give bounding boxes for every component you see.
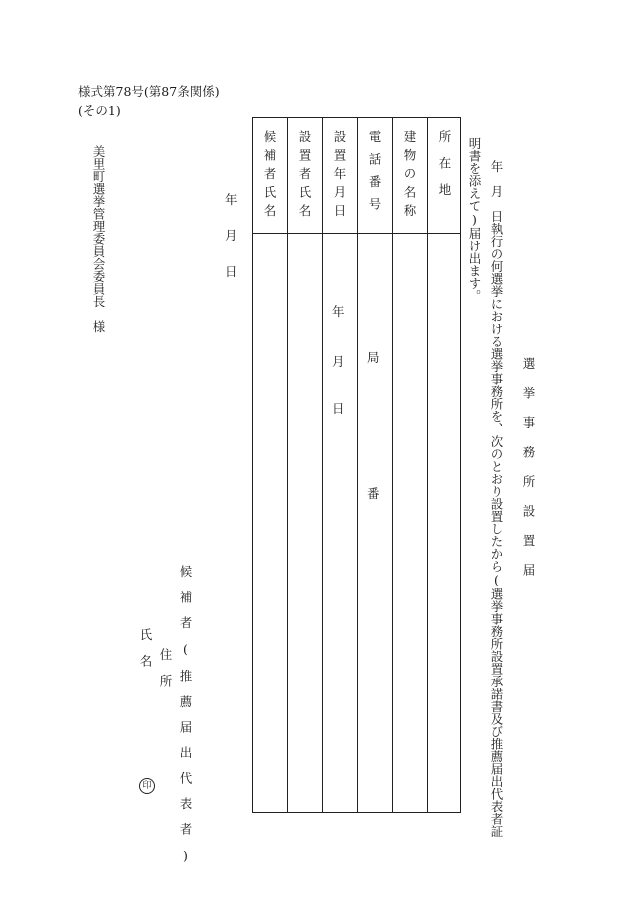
- document-title: 選挙事務所設置届: [521, 357, 536, 593]
- date-month-mark: 月: [332, 354, 345, 369]
- body-line-2: 明書を添えて)届け出ます。: [467, 137, 482, 302]
- date-day-mark: 日: [332, 401, 345, 416]
- office-table: [252, 117, 461, 813]
- column-divider: [427, 118, 428, 812]
- header-location: 所在地: [437, 130, 452, 210]
- form-number: 様式第78号(第87条関係): [78, 84, 220, 99]
- header-setup-person-name: 設置者氏名: [297, 130, 312, 223]
- form-sub-number: (その1): [78, 103, 121, 118]
- signer-role: 候補者(推薦届出代表者): [178, 565, 193, 876]
- signer-address-label: 住所: [158, 648, 173, 701]
- submit-day: 日: [225, 264, 238, 279]
- phone-exchange-mark: 局: [367, 350, 380, 365]
- header-phone-number: 電話番号: [367, 130, 382, 220]
- header-building-name: 建物の名称: [402, 130, 417, 223]
- header-candidate-name: 候補者氏名: [262, 130, 277, 223]
- phone-number-mark: 番: [367, 486, 380, 501]
- column-divider: [392, 118, 393, 812]
- header-setup-date: 設置年月日: [332, 130, 347, 223]
- column-divider: [322, 118, 323, 812]
- column-divider: [357, 118, 358, 812]
- addressee: 美里町選挙管理委員会委員長 様: [91, 145, 106, 333]
- column-divider: [287, 118, 288, 812]
- submit-year: 年: [225, 192, 238, 207]
- signer-name-label: 氏名: [138, 628, 153, 681]
- seal-mark: 印: [139, 778, 155, 794]
- submit-month: 月: [225, 228, 238, 243]
- body-line-1: 年 月 日執行の何選挙における選挙事務所を、次のとおり設置したから(選挙事務所設置承諾書及び推薦届出代表者証: [489, 160, 504, 838]
- date-year-mark: 年: [332, 304, 345, 319]
